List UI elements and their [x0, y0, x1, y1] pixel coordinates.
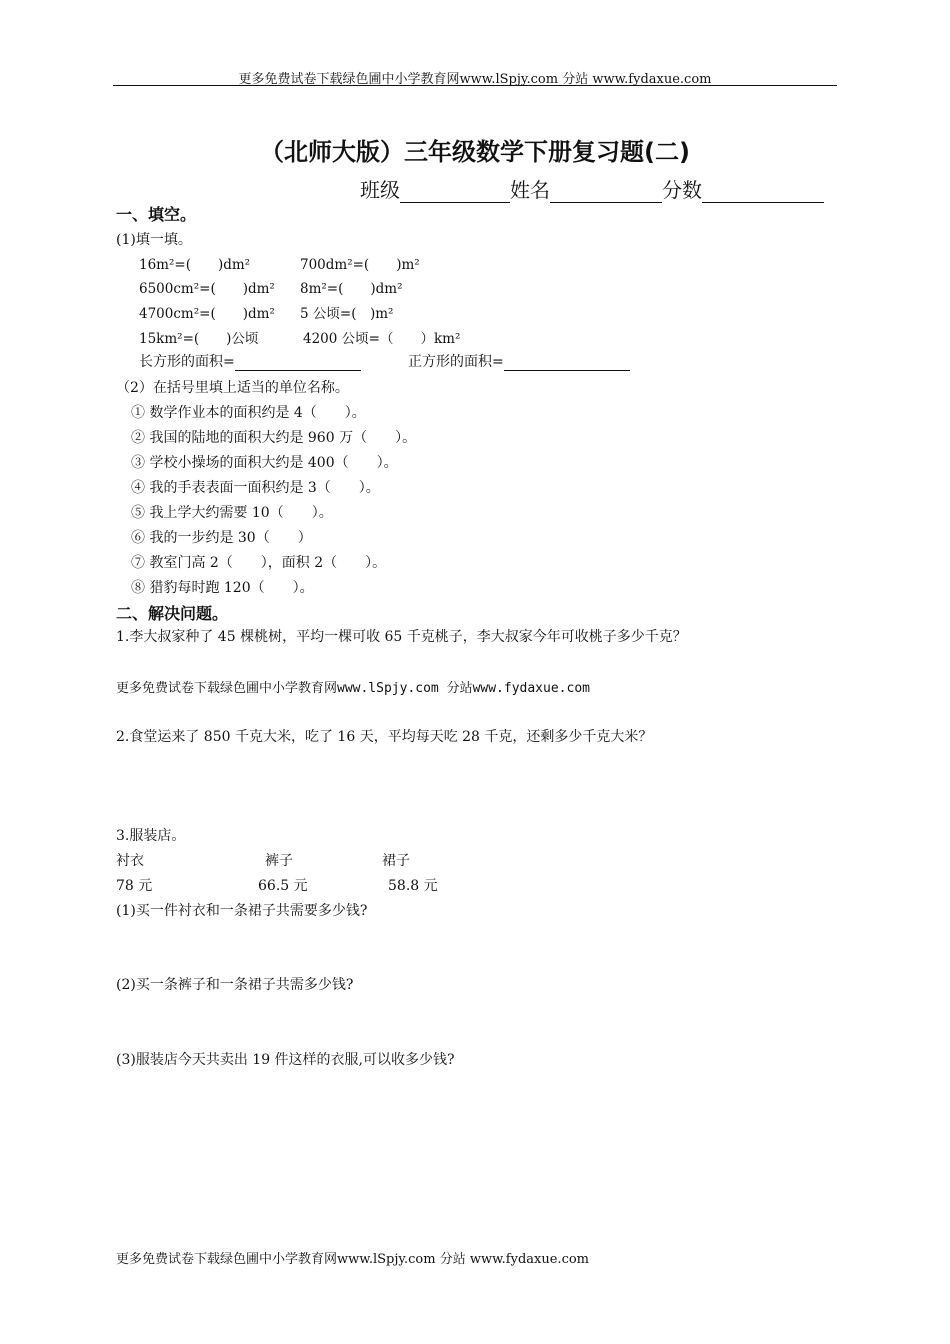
q1-r2b: 8m²=( )dm²	[300, 281, 403, 297]
price-pants: 66.5 元	[258, 878, 308, 894]
class-blank[interactable]	[400, 182, 510, 203]
problem-3-q2: (2)买一条裤子和一条裙子共需多少钱?	[116, 977, 354, 993]
square-area-blank[interactable]	[504, 356, 630, 371]
section1-heading: 一、填空。	[116, 205, 197, 224]
q2-item: ⑥ 我的一步约是 30（ ）	[131, 530, 312, 546]
section2-heading: 二、解决问题。	[116, 604, 229, 623]
q2-item: ③ 学校小操场的面积大约是 400（ ）。	[131, 455, 398, 471]
q1-r1a: 16m²=( )dm²	[139, 257, 251, 273]
name-label: 姓名	[510, 178, 550, 202]
problem-3-label: 3.服装店。	[116, 828, 186, 844]
q2-item: ⑤ 我上学大约需要 10（ ）。	[131, 505, 333, 521]
price-shirt: 78 元	[116, 878, 153, 894]
q2-item: ① 数学作业本的面积约是 4（ ）。	[131, 405, 366, 421]
watermark-line: 更多免费试卷下载绿色圃中小学教育网www.lSpjy.com 分站www.fydaxue.com	[116, 681, 590, 696]
score-blank[interactable]	[702, 182, 824, 203]
rect-area-blank[interactable]	[235, 356, 361, 371]
square-area-line	[408, 351, 630, 371]
item-pants: 裤子	[265, 853, 293, 869]
score-label: 分数	[662, 178, 702, 202]
class-label: 班级	[360, 178, 400, 202]
item-skirt: 裙子	[382, 853, 410, 869]
page-header: 更多免费试卷下载绿色圃中小学教育网www.lSpjy.com 分站 www.fydaxue.com	[238, 72, 712, 87]
q2-item: ⑧ 猎豹每时跑 120（ ）。	[131, 580, 314, 596]
page-footer: 更多免费试卷下载绿色圃中小学教育网www.lSpjy.com 分站 www.fydaxue.com	[116, 1252, 590, 1267]
name-blank[interactable]	[550, 182, 662, 203]
page-title: （北师大版）三年级数学下册复习题(二)	[260, 138, 690, 166]
q1-label: (1)填一填。	[116, 232, 192, 248]
q1-r1b: 700dm²=( )m²	[300, 257, 420, 273]
student-info	[360, 174, 824, 203]
q1-r4a: 15km²=( )公顷	[139, 331, 259, 347]
q2-item: ② 我国的陆地的面积大约是 960 万（ ）。	[131, 430, 417, 446]
problem-3-q3: (3)服装店今天共卖出 19 件这样的衣服,可以收多少钱?	[116, 1052, 455, 1068]
rect-area-line	[139, 351, 361, 371]
q1-r4b: 4200 公顷=（ ）km²	[303, 331, 461, 347]
rect-area-label: 长方形的面积=	[139, 354, 235, 370]
q1-r2a: 6500cm²=( )dm²	[139, 281, 275, 297]
problem-2: 2.食堂运来了 850 千克大米，吃了 16 天，平均每天吃 28 千克，还剩多少千克大米？	[116, 729, 653, 745]
q2-label: （2）在括号里填上适当的单位名称。	[116, 380, 349, 396]
q1-r3a: 4700cm²=( )dm²	[139, 306, 275, 322]
item-shirt: 衬衣	[116, 853, 144, 869]
problem-1: 1.李大叔家种了 45 棵桃树，平均一棵可收 65 千克桃子，李大叔家今年可收桃子多少千克？	[116, 629, 687, 645]
q1-r3b: 5 公顷=( )m²	[300, 306, 394, 322]
header-rule	[113, 85, 837, 86]
square-area-label: 正方形的面积=	[408, 354, 504, 370]
q2-item: ⑦ 教室门高 2（ ），面积 2（ ）。	[131, 555, 387, 571]
problem-3-q1: (1)买一件衬衣和一条裙子共需要多少钱?	[116, 903, 368, 919]
price-skirt: 58.8 元	[388, 878, 438, 894]
q2-item: ④ 我的手表表面一面积约是 3（ ）。	[131, 480, 380, 496]
